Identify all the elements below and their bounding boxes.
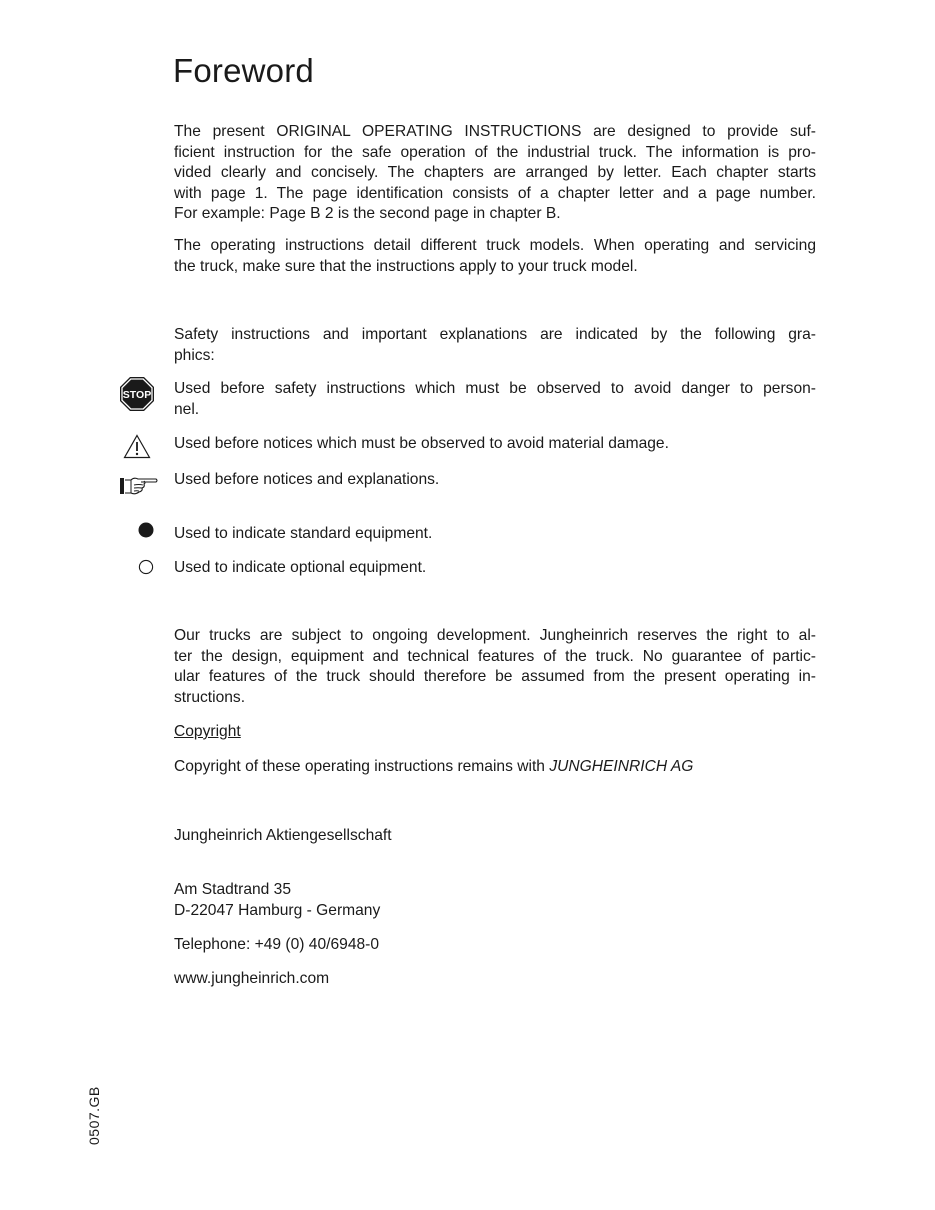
stop-sign-icon <box>119 376 155 412</box>
models-paragraph <box>174 236 816 277</box>
development-line: ular features of the truck should therefore be assumed from the present operating in- <box>174 668 816 686</box>
standard-equipment-text <box>174 524 816 545</box>
intro-paragraph <box>174 122 816 225</box>
intro-line: vided clearly and concisely. The chapters are arranged by letter. Each chapter starts <box>174 164 816 182</box>
warning-symbol-text <box>174 434 816 455</box>
intro-line: ficient instruction for the safe operation of the industrial truck. The information is pro- <box>174 143 816 161</box>
development-paragraph <box>174 626 816 708</box>
warning-symbol-line: Used before notices which must be observed to avoid material damage. <box>174 435 669 452</box>
copyright-text <box>174 757 816 778</box>
optional-equipment-text <box>174 558 816 579</box>
document-code: 0507.GB <box>86 1086 102 1145</box>
city-address: D-22047 Hamburg - Germany <box>174 901 381 919</box>
postal-address <box>174 880 816 921</box>
stop-sign-label: STOP <box>122 389 152 401</box>
telephone-text: Telephone: +49 (0) 40/6948-0 <box>174 936 380 953</box>
graphics-intro-paragraph <box>174 325 816 366</box>
development-line: structions. <box>174 688 246 706</box>
hollow-circle-icon <box>138 559 154 575</box>
street-address: Am Stadtrand 35 <box>174 881 292 898</box>
optional-equipment-line: Used to indicate optional equipment. <box>174 559 427 576</box>
pointing-hand-icon <box>119 474 159 496</box>
website-link[interactable]: www.jungheinrich.com <box>174 970 330 987</box>
development-line: Our trucks are subject to ongoing development. Jungheinrich reserves the right to al- <box>174 627 816 644</box>
copyright-company: JUNGHEINRICH AG <box>549 758 694 775</box>
note-symbol-text <box>174 470 816 491</box>
company-name-text: Jungheinrich Aktiengesellschaft <box>174 827 392 844</box>
filled-circle-icon <box>138 522 154 538</box>
company-name <box>174 826 816 847</box>
copyright-heading: Copyright <box>174 723 241 740</box>
copyright-section <box>174 722 816 743</box>
stop-symbol-line: nel. <box>174 400 200 418</box>
models-line: The operating instructions detail different truck models. When operating and servicing <box>174 237 816 254</box>
page-title: Foreword <box>173 52 314 89</box>
graphics-intro-line: Safety instructions and important explanations are indicated by the following gra- <box>174 326 816 343</box>
graphics-intro-line: phics: <box>174 346 215 364</box>
website <box>174 969 816 990</box>
stop-symbol-text <box>174 379 816 420</box>
note-symbol-line: Used before notices and explanations. <box>174 471 440 488</box>
intro-line: For example: Page B 2 is the second page in chapter B. <box>174 205 561 223</box>
stop-symbol-line: Used before safety instructions which must be observed to avoid danger to person- <box>174 380 816 397</box>
standard-equipment-line: Used to indicate standard equipment. <box>174 525 433 542</box>
copyright-prefix: Copyright of these operating instructions remains with <box>174 758 550 775</box>
telephone <box>174 935 816 956</box>
warning-triangle-icon <box>123 434 151 459</box>
models-line: the truck, make sure that the instructions apply to your truck model. <box>174 257 638 275</box>
development-line: ter the design, equipment and technical features of the truck. No guarantee of partic- <box>174 647 816 665</box>
intro-line: with page 1. The page identification consists of a chapter letter and a page number. <box>174 184 816 202</box>
intro-line: The present ORIGINAL OPERATING INSTRUCTIONS are designed to provide suf- <box>174 123 816 140</box>
